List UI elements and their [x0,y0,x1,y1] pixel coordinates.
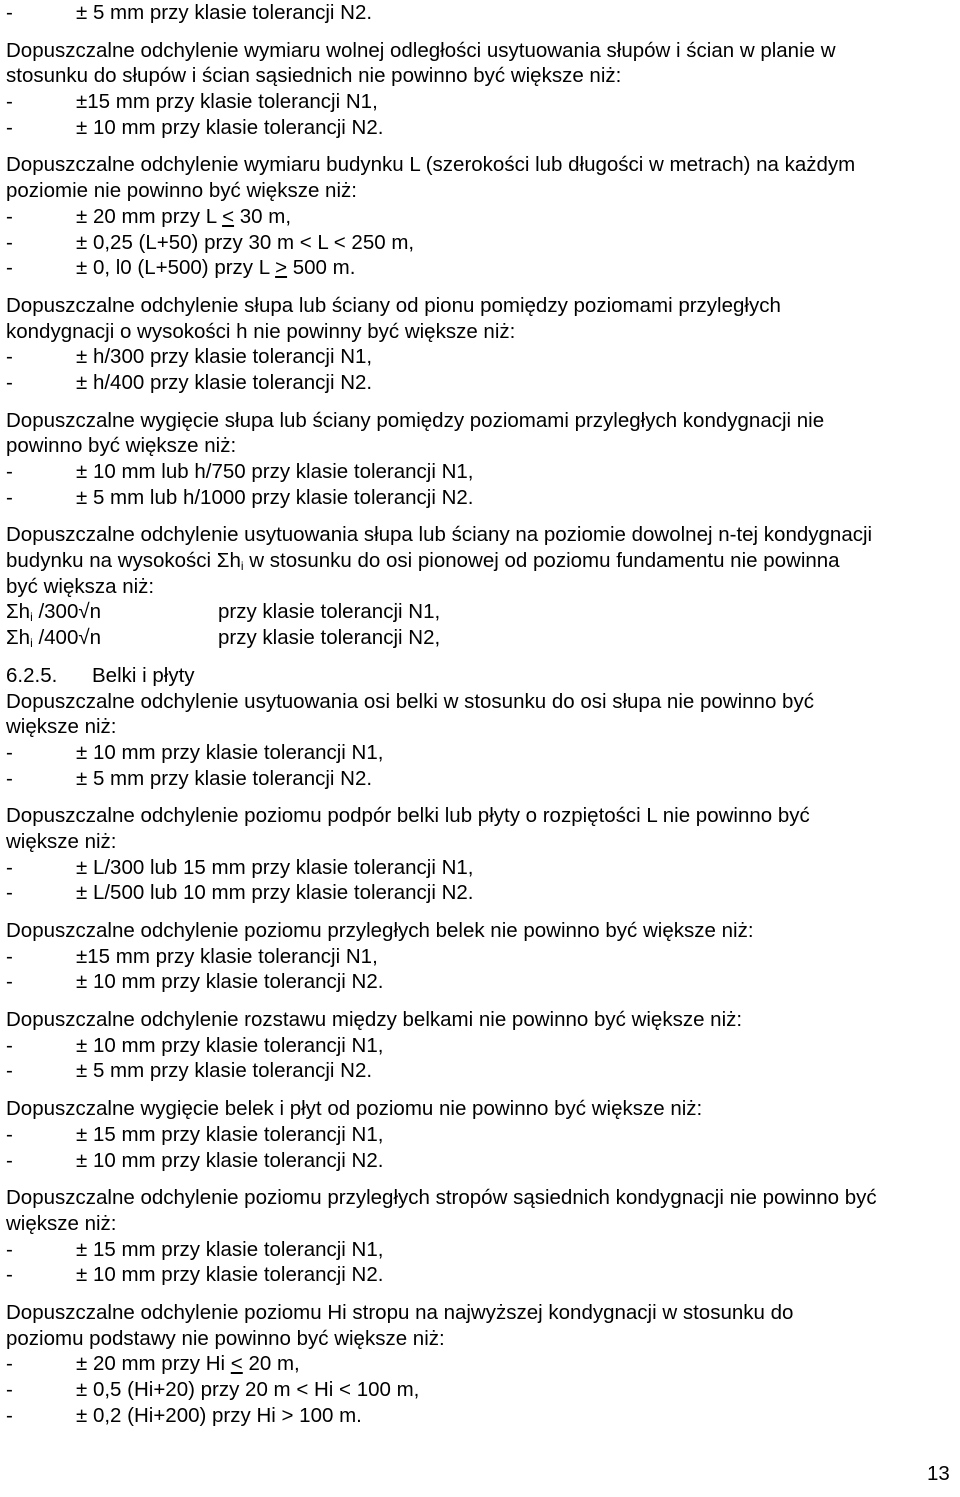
bullet-line: - ± 10 mm przy klasie tolerancji N2. [6,1263,384,1287]
dash: - [6,1352,13,1376]
bullet-line: - ± 20 mm przy Hi < 20 m, [6,1352,300,1376]
dash: - [6,90,13,114]
dash: - [6,1122,13,1146]
dash: - [6,485,13,509]
dash: - [6,855,13,879]
paragraph-line: poziomu podstawy nie powinno być większe niż: [6,1326,445,1350]
dash: - [6,460,13,483]
bullet-line: - ± L/300 lub 15 mm przy klasie tolerancji N1, [6,855,474,879]
paragraph-line: Dopuszczalne odchylenie słupa lub ściany od pionu pomiędzy poziomami przyległych [6,293,781,317]
bullet-line: - ± 10 mm przy klasie tolerancji N2. [6,970,384,994]
section-number: 6.2.5. [6,663,58,687]
dash: - [6,1378,13,1401]
paragraph-line: większe niż: [6,829,117,853]
bullet-line: - ± 0,25 (L+50) przy 30 m < L < 250 m, [6,230,415,254]
paragraph-line: być większa niż: [6,574,155,598]
formula: $\Sigma h_i$ /400√n [6,626,101,651]
bullet-line: - ± 0, l0 (L+500) przy L > 500 m. [6,256,356,280]
bullet-line: - ± 0,5 (Hi+20) przy 20 m < Hi < 100 m, [6,1378,420,1401]
paragraph-line: Dopuszczalne odchylenie poziomu Hi stropu na najwyższej kondygnacji w stosunku do [6,1300,794,1324]
dash: - [6,970,13,994]
bullet-line: - ± h/400 przy klasie tolerancji N2. [6,370,373,394]
paragraph-line: Dopuszczalne odchylenie poziomu przyległych belek nie powinno być większe niż: [6,919,754,942]
dash: - [6,766,13,790]
paragraph-line: Dopuszczalne odchylenie poziomu podpór belki lub płyty o rozpiętości L nie powinno być [6,804,810,828]
paragraph-line: większe niż: [6,1211,117,1235]
bullet-line: - ± 10 mm lub h/750 przy klasie tolerancji N1, [6,460,474,483]
bullet-line: - ± 15 mm przy klasie tolerancji N1, [6,1122,384,1146]
paragraph-line: Dopuszczalne wygięcie słupa lub ściany pomiędzy poziomami przyległych kondygnacji nie [6,408,825,432]
paragraph-line: stosunku do słupów i ścian sąsiednich nie powinno być większe niż: [6,64,622,88]
dash: - [6,1403,13,1427]
bullet-line: - ± h/300 przy klasie tolerancji N1, [6,345,373,369]
paragraph-line: Dopuszczalne odchylenie wymiaru budynku L (szerokości lub długości w metrach) na każdym [6,153,856,177]
paragraph-line: większe niż: [6,715,117,739]
dash: - [6,1,13,24]
dash: - [6,115,13,139]
dash: - [6,740,13,764]
bullet-line: - ±15 mm przy klasie tolerancji N1, [6,944,378,968]
dash: - [6,370,13,394]
bullet-line: - ± 10 mm przy klasie tolerancji N1, [6,1033,384,1057]
dash: - [6,1237,13,1261]
formula-line: $\Sigma h_i$ /300√n przy klasie tolerancji N1, [6,599,952,625]
document-page [6,0,952,1428]
dash: - [6,230,13,254]
paragraph-line: Dopuszczalne odchylenie poziomu przyległych stropów sąsiednich kondygnacji nie powinno być [6,1186,877,1210]
dash: - [6,204,13,228]
paragraph-line: kondygnacji o wysokości h nie powinny być większe niż: [6,319,516,343]
bullet-line: - ± 5 mm lub h/1000 przy klasie tolerancji N2. [6,485,474,509]
paragraph-line: budynku na wysokości $\Sigma h_i$ w stosunku do osi pionowej od poziomu fundamentu nie powinna [6,549,840,574]
bullet-line: - ± 0,2 (Hi+200) przy Hi > 100 m. [6,1403,362,1427]
dash: - [6,881,13,905]
paragraph-line: poziomie nie powinno być większe niż: [6,179,357,203]
bullet-line: - ± 5 mm przy klasie tolerancji N2. [6,1059,373,1083]
bullet-line: - ± 15 mm przy klasie tolerancji N1, [6,1237,384,1261]
dash: - [6,1059,13,1083]
paragraph-line: Dopuszczalne odchylenie wymiaru wolnej odległości usytuowania słupów i ścian w planie w [6,38,836,62]
dash: - [6,1263,13,1287]
dash: - [6,1033,13,1057]
dash: - [6,345,13,369]
paragraph-line: Dopuszczalne odchylenie usytuowania osi belki w stosunku do osi słupa nie powinno być [6,689,814,713]
formula-line: $\Sigma h_i$ /400√n przy klasie tolerancji N2, [6,625,952,651]
bullet-line: - ± 20 mm przy L < 30 m, [6,204,292,228]
bullet-line: - ± 10 mm przy klasie tolerancji N2. [6,115,384,139]
dash: - [6,256,13,280]
paragraph-line: Dopuszczalne wygięcie belek i płyt od poziomu nie powinno być większe niż: [6,1097,703,1121]
dash: - [6,1148,13,1172]
bullet-line: - ±15 mm przy klasie tolerancji N1, [6,90,378,114]
formula: $\Sigma h_i$ /300√n [6,600,101,625]
section-title: Belki i płyty [92,663,195,687]
bullet-line: - ± 5 mm przy klasie tolerancji N2. [6,1,373,24]
bullet-line: - ± L/500 lub 10 mm przy klasie tolerancji N2. [6,881,474,905]
paragraph-line: powinno być większe niż: [6,434,237,458]
bullet-line: - ± 5 mm przy klasie tolerancji N2. [6,766,373,790]
dash: - [6,944,13,968]
paragraph-line: Dopuszczalne odchylenie rozstawu między belkami nie powinno być większe niż: [6,1008,743,1032]
bullet-line: - ± 10 mm przy klasie tolerancji N2. [6,1148,384,1172]
section-heading [6,663,952,689]
paragraph-line: Dopuszczalne odchylenie usytuowania słupa lub ściany na poziomie dowolnej n-tej kondygnacji [6,523,873,547]
page-number: 13 [927,1462,950,1485]
bullet-line: - ± 10 mm przy klasie tolerancji N1, [6,740,384,764]
